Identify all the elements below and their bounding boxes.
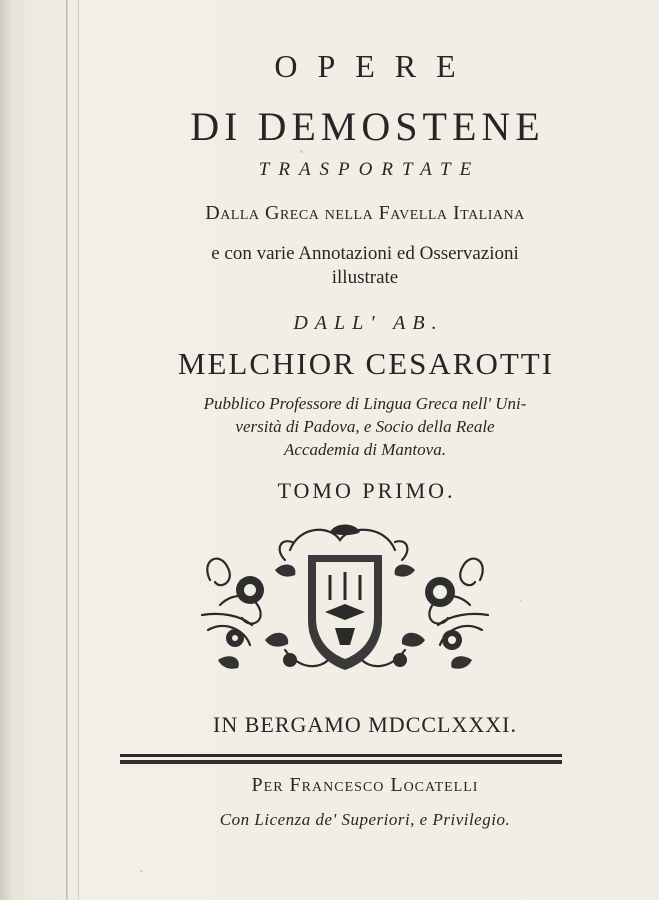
coat-of-arms-ornament-icon [190,520,500,690]
paper-speck [140,870,143,872]
author-credentials-line-3: Accademia di Mantova. [284,440,446,459]
subtitle-dalla-greca: Dalla Greca nella Favella Italiana [205,202,525,224]
license-note: Con Licenza de' Superiori, e Privilegio. [219,810,511,829]
page-gutter [0,0,90,900]
paper-speck [300,150,303,153]
author-credentials-line-1: Pubblico Professore di Lingua Greca nell' Uni- [203,394,527,413]
paper-speck [520,600,522,602]
printer-name: Per Francesco Locatelli [251,774,479,796]
attribution-dall-ab: DALL' AB. [293,312,444,334]
author-name: MELCHIOR CESAROTTI [177,346,555,381]
title-di-demostene: DI DEMOSTENE [190,104,545,149]
title-opere: OPERE [274,48,476,84]
ornamental-rule [120,752,562,766]
page-fold [66,0,68,900]
subtitle-annotazioni: e con varie Annotazioni ed Osservazioni [211,243,519,264]
page-fold-inner [78,0,79,900]
subtitle-trasportate: TRASPORTATE [258,159,481,180]
subtitle-illustrate: illustrate [331,267,399,288]
author-credentials-line-2: versità di Padova, e Socio della Reale [235,417,495,436]
volume-label: TOMO PRIMO. [277,478,456,503]
imprint-place-date: IN BERGAMO MDCCLXXXI. [213,712,517,737]
